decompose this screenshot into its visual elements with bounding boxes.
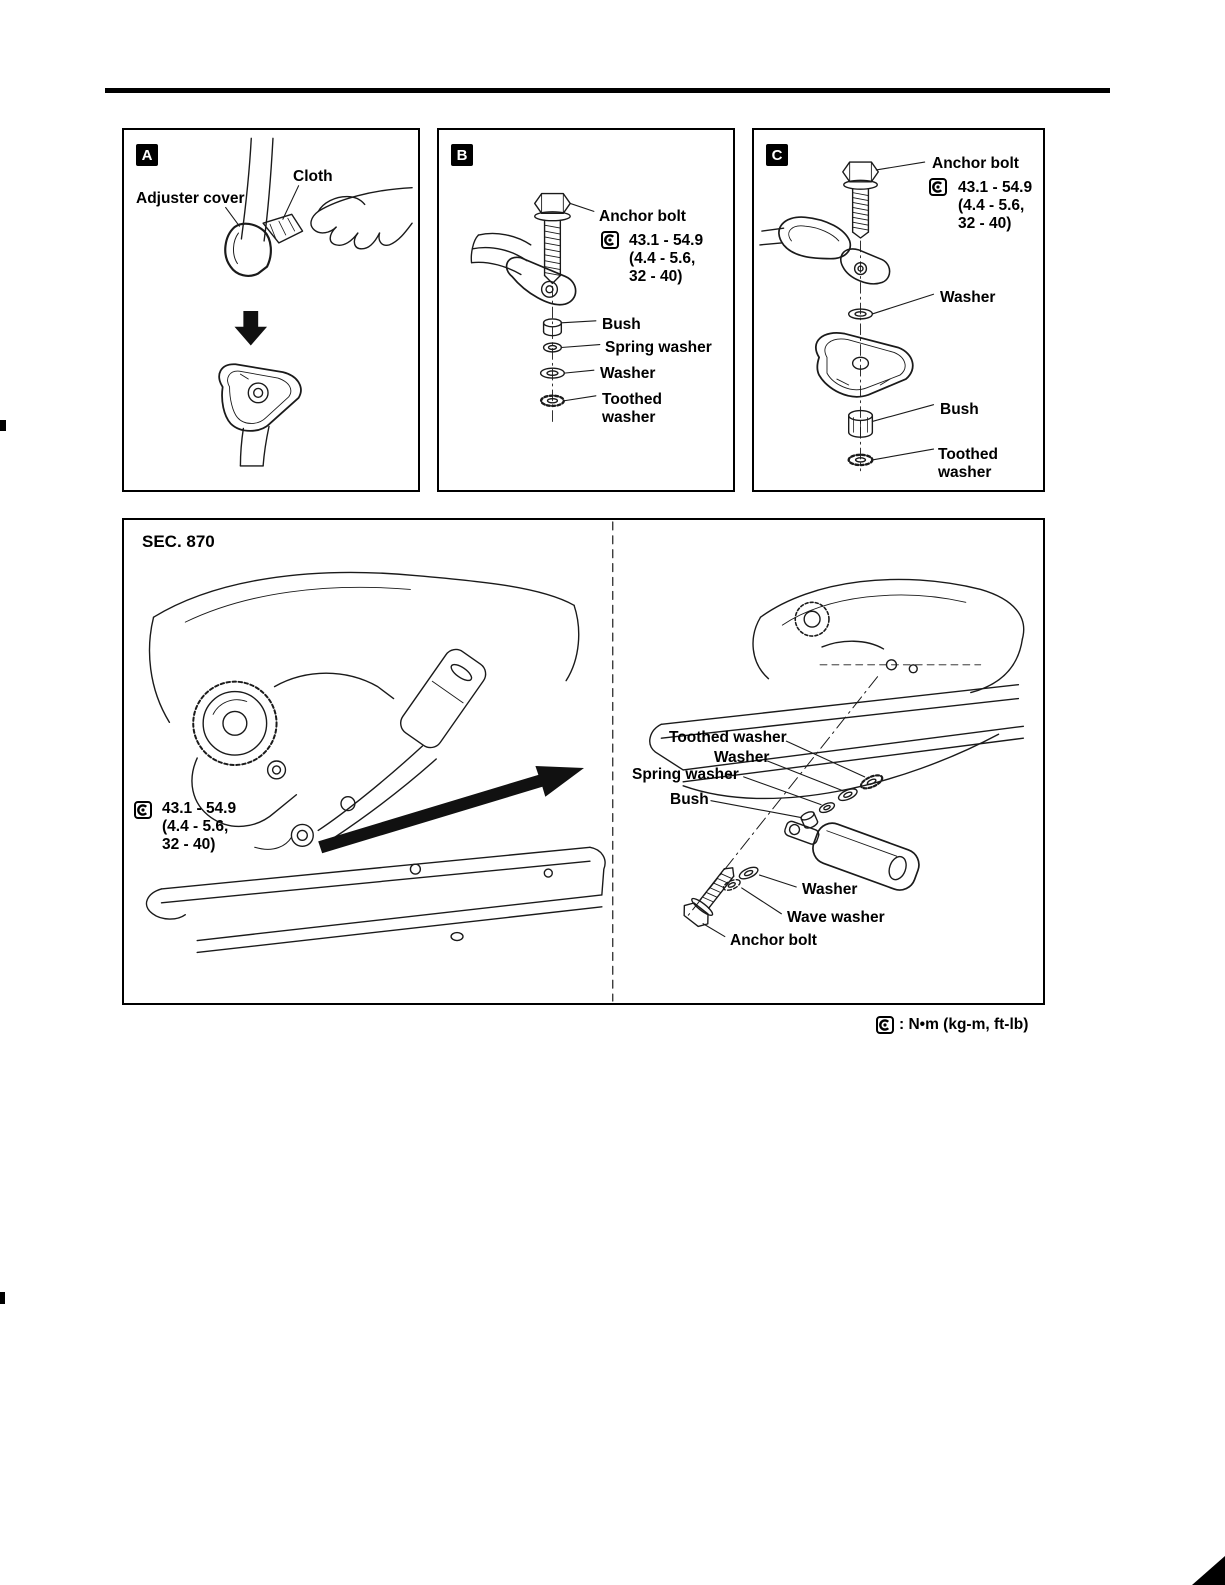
spring-washer-drawing [818,801,836,815]
toothed-washer-drawing [859,773,884,791]
panel-b-badge: B [451,144,473,166]
label-washer-lower: Washer [802,881,858,898]
torque-value: 43.1 - 54.9 [958,179,1033,196]
label-toothed-washer: washer [938,464,992,481]
torque-value: 32 - 40) [958,215,1012,232]
torque-wrench-icon [134,801,152,819]
header-rule [105,88,1110,93]
washer-lower-drawing [738,865,760,881]
label-spring-washer: Spring washer [632,766,739,783]
anchor-bolt-drawing [843,162,879,238]
cover-plate-drawing [816,333,913,397]
torque-legend [876,1016,1028,1034]
torque-value: 43.1 - 54.9 [162,800,237,817]
label-washer: Washer [600,365,656,382]
label-toothed-washer: Toothed washer [669,729,787,746]
panel-b [437,128,735,492]
torque-value: (4.4 - 5.6, [958,197,1025,214]
label-toothed-washer: washer [602,409,656,426]
main-panel-sec870 [122,518,1045,1005]
scan-artifact [0,1292,5,1304]
panel-c [752,128,1045,492]
label-anchor-bolt: Anchor bolt [932,155,1019,172]
torque-value: 43.1 - 54.9 [629,232,704,249]
panel-a [122,128,420,492]
label-spring-washer: Spring washer [605,339,712,356]
torque-wrench-icon [929,178,947,196]
section-title: SEC. 870 [142,532,215,551]
scan-artifact [0,420,6,431]
label-toothed-washer: Toothed [938,446,998,463]
panel-b-illustration [439,130,733,490]
label-washer: Washer [940,289,996,306]
main-illustration [124,520,1043,1003]
scan-artifact [1192,1556,1225,1585]
buckle-drawing [396,645,490,752]
panel-a-badge: A [136,144,158,166]
down-arrow-icon [234,311,267,346]
torque-value: 32 - 40) [629,268,683,285]
anchor-plate-drawing [507,257,576,304]
panel-c-badge: C [766,144,788,166]
label-cloth: Cloth [293,168,333,185]
torque-value: 32 - 40) [162,836,216,853]
belt-guide-drawing [760,217,850,259]
anchor-cover-drawing [219,364,301,466]
anchor-bolt-drawing [679,859,744,930]
hand-drawing [311,188,412,249]
label-toothed-washer: Toothed [602,391,662,408]
label-anchor-bolt: Anchor bolt [599,208,686,225]
torque-value: (4.4 - 5.6, [629,250,696,267]
label-wave-washer: Wave washer [787,909,885,926]
anchor-bolt-drawing [535,194,571,284]
seat-frame-left-drawing [146,572,605,952]
label-adjuster-cover: Adjuster cover [136,190,245,207]
label-washer-upper: Washer [714,749,770,766]
torque-wrench-icon [601,231,619,249]
hand-drawing [471,234,530,275]
torque-wrench-icon [876,1016,894,1034]
adjuster-cover-drawing [225,224,271,276]
panel-a-illustration [124,130,418,490]
torque-legend-text: : N•m (kg-m, ft-lb) [899,1016,1029,1033]
torque-value: (4.4 - 5.6, [162,818,229,835]
label-bush: Bush [602,316,641,333]
label-bush: Bush [670,791,709,808]
anchor-bracket-drawing [841,249,890,284]
label-bush: Bush [940,401,979,418]
big-arrow-icon [318,766,584,853]
label-anchor-bolt: Anchor bolt [730,932,817,949]
